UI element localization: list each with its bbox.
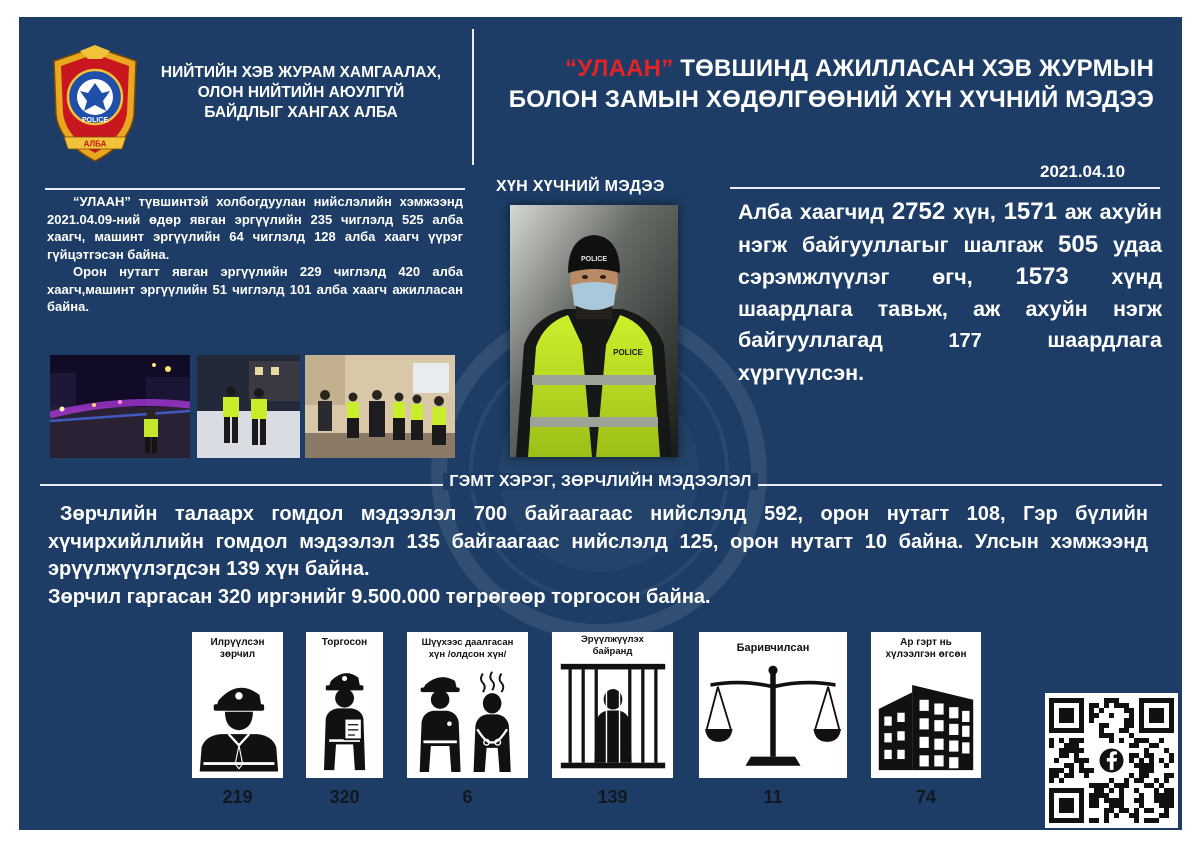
- stat-card-value: 219: [222, 787, 253, 807]
- patrol-paragraph: “УЛААН” түвшинтэй холбогдуулан нийслэлийн хэмжээнд 2021.04.09-ний өдөр явган эргүүлийн 235 чиглэлд 525 алба хаагч, машинт эргүүлийн 64 чиглэлд 128 алба хаагч үүрэг гүйцэтгэсэн байна.: [47, 194, 463, 262]
- organization-name-line: ОЛОН НИЙТИЙН АЮУЛГҮЙ: [197, 84, 405, 101]
- qr-finder-bottom-left: [1049, 788, 1084, 823]
- facebook-icon: [1097, 746, 1127, 776]
- police-logo: [50, 45, 140, 163]
- stat-card-value: 74: [915, 787, 937, 807]
- stat-card-sobering-center: [552, 632, 673, 778]
- qr-finder-top-right: [1139, 698, 1174, 733]
- police-officer-portrait: [510, 205, 678, 457]
- stats-text: Алба хаагчид: [738, 200, 885, 224]
- photo-night-patrol-road: [50, 355, 190, 458]
- stat-card-label-line: хүн /олдсон хүн/: [428, 649, 507, 660]
- organization-name-line: НИЙТИЙН ХЭВ ЖУРАМ ХАМГААЛАХ,: [160, 64, 442, 81]
- jail-bars-icon: [557, 662, 669, 772]
- stat-card-label: [407, 637, 528, 661]
- stats-text: удаа сэрэмжлүүлэг өгч,: [738, 232, 1162, 289]
- officer-clipboard-icon: [312, 660, 378, 774]
- stats-text: шаардлага хүргүүлсэн.: [738, 328, 1162, 385]
- crime-section-heading: [19, 473, 1182, 491]
- title-line-1: [454, 53, 1154, 84]
- stat-card-detained: [699, 632, 847, 778]
- stat-card-fined: [306, 632, 383, 778]
- stats-number: 2752: [891, 198, 946, 225]
- crime-summary: [48, 501, 1148, 611]
- title-highlight: “УЛААН”: [565, 55, 674, 82]
- police-officer-icon: [196, 672, 280, 772]
- building-icon: [875, 672, 977, 772]
- stats-text: хүн,: [952, 200, 996, 224]
- left-section-divider: [45, 188, 465, 190]
- crime-heading-text: ГЭМТ ХЭРЭГ, ЗӨРЧЛИЙН МЭДЭЭЛЭЛ: [443, 473, 757, 490]
- manpower-stats: [738, 196, 1162, 389]
- logo-inner-text: POLICE: [81, 117, 109, 124]
- patrol-paragraph: Орон нутагт явган эргүүлийн 229 чиглэлд 420 алба хаагч,машинт эргүүлийн 51 чиглэлд 101 алба хаагч ажилласан байна.: [47, 264, 463, 314]
- stats-number: 1573: [1015, 263, 1069, 290]
- stat-card-label-line: Баривчилсан: [736, 642, 810, 654]
- portrait-vest-text: POLICE: [613, 348, 643, 357]
- stat-card-returned-to-family: [871, 632, 981, 778]
- stats-text: аж ахуйн нэгж байгууллагыг шалгаж: [738, 200, 1162, 257]
- stat-card-label-line: Ар гэрт нь: [900, 637, 952, 648]
- stat-card-label-line: Торгосон: [321, 637, 368, 648]
- stat-card-label: [871, 637, 981, 661]
- stat-card-label: [699, 642, 847, 654]
- arrest-icon: [412, 668, 524, 772]
- manpower-heading: ХҮН ХҮЧНИЙ МЭДЭЭ: [496, 178, 665, 195]
- qr-code: [1045, 693, 1178, 828]
- title-line-2: БОЛОН ЗАМЫН ХӨДӨЛГӨӨНИЙ ХҮН ХҮЧНИЙ МЭДЭЭ: [508, 86, 1154, 113]
- organization-name: [131, 63, 471, 123]
- stat-card-label-line: зөрчил: [219, 649, 256, 660]
- qr-finder-top-left: [1049, 698, 1084, 733]
- patrol-summary: [47, 193, 463, 316]
- stat-card-court-handover: [407, 632, 528, 778]
- stats-number: 177: [948, 330, 982, 352]
- title-line-1-text: ТӨВШИНД АЖИЛЛАСАН ХЭВ ЖУРМЫН: [680, 55, 1154, 82]
- portrait-hat-text: POLICE: [580, 256, 608, 263]
- stat-card-value: 320: [329, 787, 360, 807]
- stat-card-detected-violations: [192, 632, 283, 778]
- stat-card-label: [552, 634, 673, 658]
- crime-paragraph: Зөрчил гаргасан 320 иргэнийг 9.500.000 төгрөгөөр торгосон байна.: [48, 585, 711, 608]
- qr-code-graphic: [1045, 693, 1178, 828]
- stat-card-label: [192, 637, 283, 661]
- stat-card-label-line: Шүүхээс даалгасан: [421, 637, 514, 648]
- stat-card-value: 11: [763, 787, 783, 807]
- logo-ribbon-text: АЛБА: [83, 139, 107, 149]
- date-underline: [730, 187, 1160, 189]
- stat-card-label: [306, 637, 383, 649]
- stat-card-label-line: байранд: [592, 646, 633, 657]
- photo-indoor-inspection: [305, 355, 455, 458]
- stats-number: 505: [1058, 230, 1099, 258]
- page-title: [454, 53, 1154, 115]
- stat-card-value: 139: [597, 787, 628, 807]
- stats-text: хүнд шаардлага тавьж, аж ахуйн нэгж байгууллагад: [738, 265, 1162, 352]
- stats-number: 1571: [1003, 198, 1057, 225]
- stat-card-label-line: хүлээлгэн өгсөн: [885, 649, 967, 660]
- stat-card-value: 6: [462, 787, 473, 807]
- organization-name-line: БАЙДЛЫГ ХАНГАХ АЛБА: [204, 104, 398, 121]
- stat-card-label-line: Илрүүлсэн: [210, 637, 265, 648]
- stat-card-label-line: Эрүүлжүүлэх: [581, 634, 644, 645]
- report-date: 2021.04.10: [1040, 162, 1126, 181]
- photo-snow-patrol: [197, 355, 300, 458]
- infographic-panel: [19, 17, 1182, 830]
- crime-paragraph: Зөрчлийн талаарх гомдол мэдээлэл 700 байгаагаас нийслэлд 592, орон нутагт 108, Гэр бүлийн хүчирхийллийн гомдол мэдээлэл 135 байгаагаас нийслэлд 125, орон нутагт 10 байна. Улсын хэмжээнд эрүүлжүүлэгдсэн 139 хүн байна.: [48, 503, 1148, 580]
- scales-of-justice-icon: [705, 662, 841, 774]
